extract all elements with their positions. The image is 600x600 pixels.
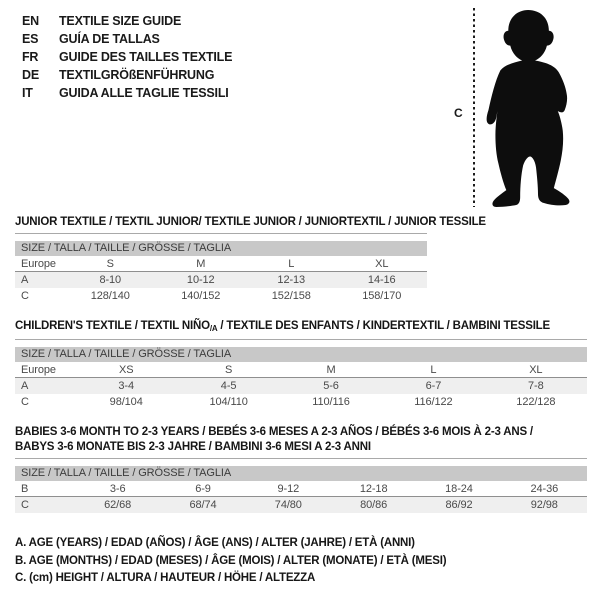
- size-value-cell: L: [430, 364, 437, 376]
- language-title: GUIDE DES TAILLES TEXTILE: [59, 50, 233, 64]
- table-title-line: [15, 319, 587, 336]
- size-value-cell: XL: [375, 258, 389, 270]
- row-label: A: [21, 274, 29, 286]
- table-rows: [15, 256, 427, 304]
- table-divider: [15, 339, 587, 340]
- row-label: B: [21, 483, 29, 495]
- table-title: [15, 319, 587, 336]
- size-value-cell: 128/140: [90, 290, 130, 302]
- language-row: [22, 12, 232, 30]
- size-value-cell: 12-13: [277, 274, 306, 286]
- language-title: TEXTILE SIZE GUIDE: [59, 14, 182, 28]
- size-value-cell: 18-24: [445, 483, 473, 495]
- table-row: [15, 497, 587, 513]
- language-row: [22, 30, 232, 48]
- size-value-cell: 98/104: [109, 396, 143, 408]
- language-row: [22, 66, 232, 84]
- size-value-cell: 116/122: [414, 396, 453, 408]
- table-title: [15, 215, 486, 230]
- size-value-cell: 6-9: [195, 483, 211, 495]
- childrens-textile-table: [15, 319, 587, 410]
- table-row: [15, 362, 587, 378]
- size-value-cell: 12-18: [359, 483, 388, 495]
- size-value-cell: 24-36: [530, 483, 559, 495]
- size-value-cell: 14-16: [367, 274, 396, 286]
- language-code: IT: [22, 86, 33, 100]
- size-value-cell: 8-10: [99, 274, 122, 286]
- size-value-cell: 74/80: [274, 499, 302, 511]
- table-rows: [15, 481, 587, 513]
- size-header-row: SIZE / TALLA / TAILLE / GRÖSSE / TAGLIA: [15, 241, 427, 256]
- footnote-line: C. (cm) HEIGHT / ALTURA / HAUTEUR / HÖHE / ALTEZZA: [15, 572, 316, 584]
- table-row: [15, 272, 427, 288]
- babies-textile-table: [15, 425, 587, 513]
- language-row: [22, 84, 232, 102]
- size-value-cell: 140/152: [181, 290, 221, 302]
- table-rows: [15, 362, 587, 410]
- row-label: C: [21, 396, 29, 408]
- size-value-cell: 6-7: [425, 380, 442, 392]
- size-header-row: SIZE / TALLA / TAILLE / GRÖSSE / TAGLIA: [15, 347, 587, 362]
- table-title-line: [15, 440, 587, 455]
- language-title: GUIDA ALLE TAGLIE TESSILI: [59, 86, 229, 100]
- size-value-cell: XL: [529, 364, 543, 376]
- language-list: [22, 12, 232, 102]
- table-title-line: [15, 425, 587, 440]
- row-label: C: [21, 499, 29, 511]
- size-value-cell: 5-6: [323, 380, 339, 392]
- size-value-cell: 86/92: [445, 499, 473, 511]
- height-measure-label: C: [454, 106, 463, 120]
- size-value-cell: 3-4: [118, 380, 134, 392]
- table-title-text: JUNIOR TEXTILE / TEXTIL JUNIOR/ TEXTILE JUNIOR / JUNIORTEXTIL / JUNIOR TESSILE: [15, 216, 486, 228]
- size-value-cell: 80/86: [360, 499, 388, 511]
- size-value-cell: M: [196, 258, 206, 270]
- size-value-cell: S: [106, 258, 114, 270]
- size-value-cell: L: [288, 258, 295, 270]
- size-value-cell: 92/98: [530, 499, 558, 511]
- table-title: [15, 425, 587, 455]
- table-row: [15, 481, 587, 497]
- baby-silhouette-icon: [482, 4, 594, 207]
- height-measure-dashed-line: [473, 8, 475, 207]
- language-code: FR: [22, 50, 39, 64]
- baby-figure: [440, 0, 600, 215]
- size-value-cell: 9-12: [277, 483, 300, 495]
- size-value-cell: M: [326, 364, 336, 376]
- size-value-cell: 158/170: [362, 290, 402, 302]
- language-title: TEXTILGRÖßENFÜHRUNG: [59, 68, 215, 82]
- language-code: DE: [22, 68, 39, 82]
- table-row: [15, 394, 587, 410]
- table-title-text: / TEXTILE DES ENFANTS / KINDERTEXTIL / BAMBINI TESSILE: [217, 320, 550, 332]
- size-value-cell: 152/158: [271, 290, 311, 302]
- table-title-text: BABIES 3-6 MONTH TO 2-3 YEARS / BEBÉS 3-6 MESES A 2-3 AÑOS / BÉBÉS 3-6 MOIS À 2-3 ANS /: [15, 426, 533, 438]
- table-row: [15, 288, 427, 304]
- row-label: C: [21, 290, 29, 302]
- table-row: [15, 378, 587, 394]
- size-value-cell: 7-8: [528, 380, 544, 392]
- size-header-row: SIZE / TALLA / TAILLE / GRÖSSE / TAGLIA: [15, 466, 587, 481]
- table-row: [15, 256, 427, 272]
- table-divider: [15, 458, 587, 459]
- table-title-text: /A: [209, 324, 218, 333]
- language-title: GUÍA DE TALLAS: [59, 32, 160, 46]
- footnotes: [15, 535, 446, 588]
- size-value-cell: 4-5: [220, 380, 237, 392]
- size-value-cell: 3-6: [109, 483, 126, 495]
- size-value-cell: XS: [118, 364, 134, 376]
- size-value-cell: 62/68: [104, 499, 132, 511]
- footnote-line: A. AGE (YEARS) / EDAD (AÑOS) / ÂGE (ANS) / ALTER (JAHRE) / ETÀ (ANNI): [15, 537, 415, 549]
- row-label: Europe: [21, 258, 56, 270]
- row-label: Europe: [21, 364, 56, 376]
- row-label: A: [21, 380, 29, 392]
- size-value-cell: 104/110: [209, 396, 248, 408]
- size-value-cell: 68/74: [189, 499, 217, 511]
- language-code: ES: [22, 32, 39, 46]
- language-code: EN: [22, 14, 39, 28]
- footnote-line: B. AGE (MONTHS) / EDAD (MESES) / ÂGE (MOIS) / ALTER (MONATE) / ETÀ (MESI): [15, 554, 447, 567]
- size-value-cell: 122/128: [516, 396, 556, 408]
- size-value-cell: 110/116: [312, 396, 350, 408]
- table-title-line: [15, 215, 486, 230]
- language-row: [22, 48, 232, 66]
- table-title-text: CHILDREN'S TEXTILE / TEXTIL NIÑO: [15, 320, 210, 332]
- table-divider: [15, 233, 427, 234]
- size-value-cell: 10-12: [186, 274, 215, 286]
- size-value-cell: S: [224, 364, 233, 376]
- table-title-text: BABYS 3-6 MONATE BIS 2-3 JAHRE / BAMBINI 3-6 MESI A 2-3 ANNI: [15, 441, 371, 453]
- junior-textile-table: [15, 215, 486, 304]
